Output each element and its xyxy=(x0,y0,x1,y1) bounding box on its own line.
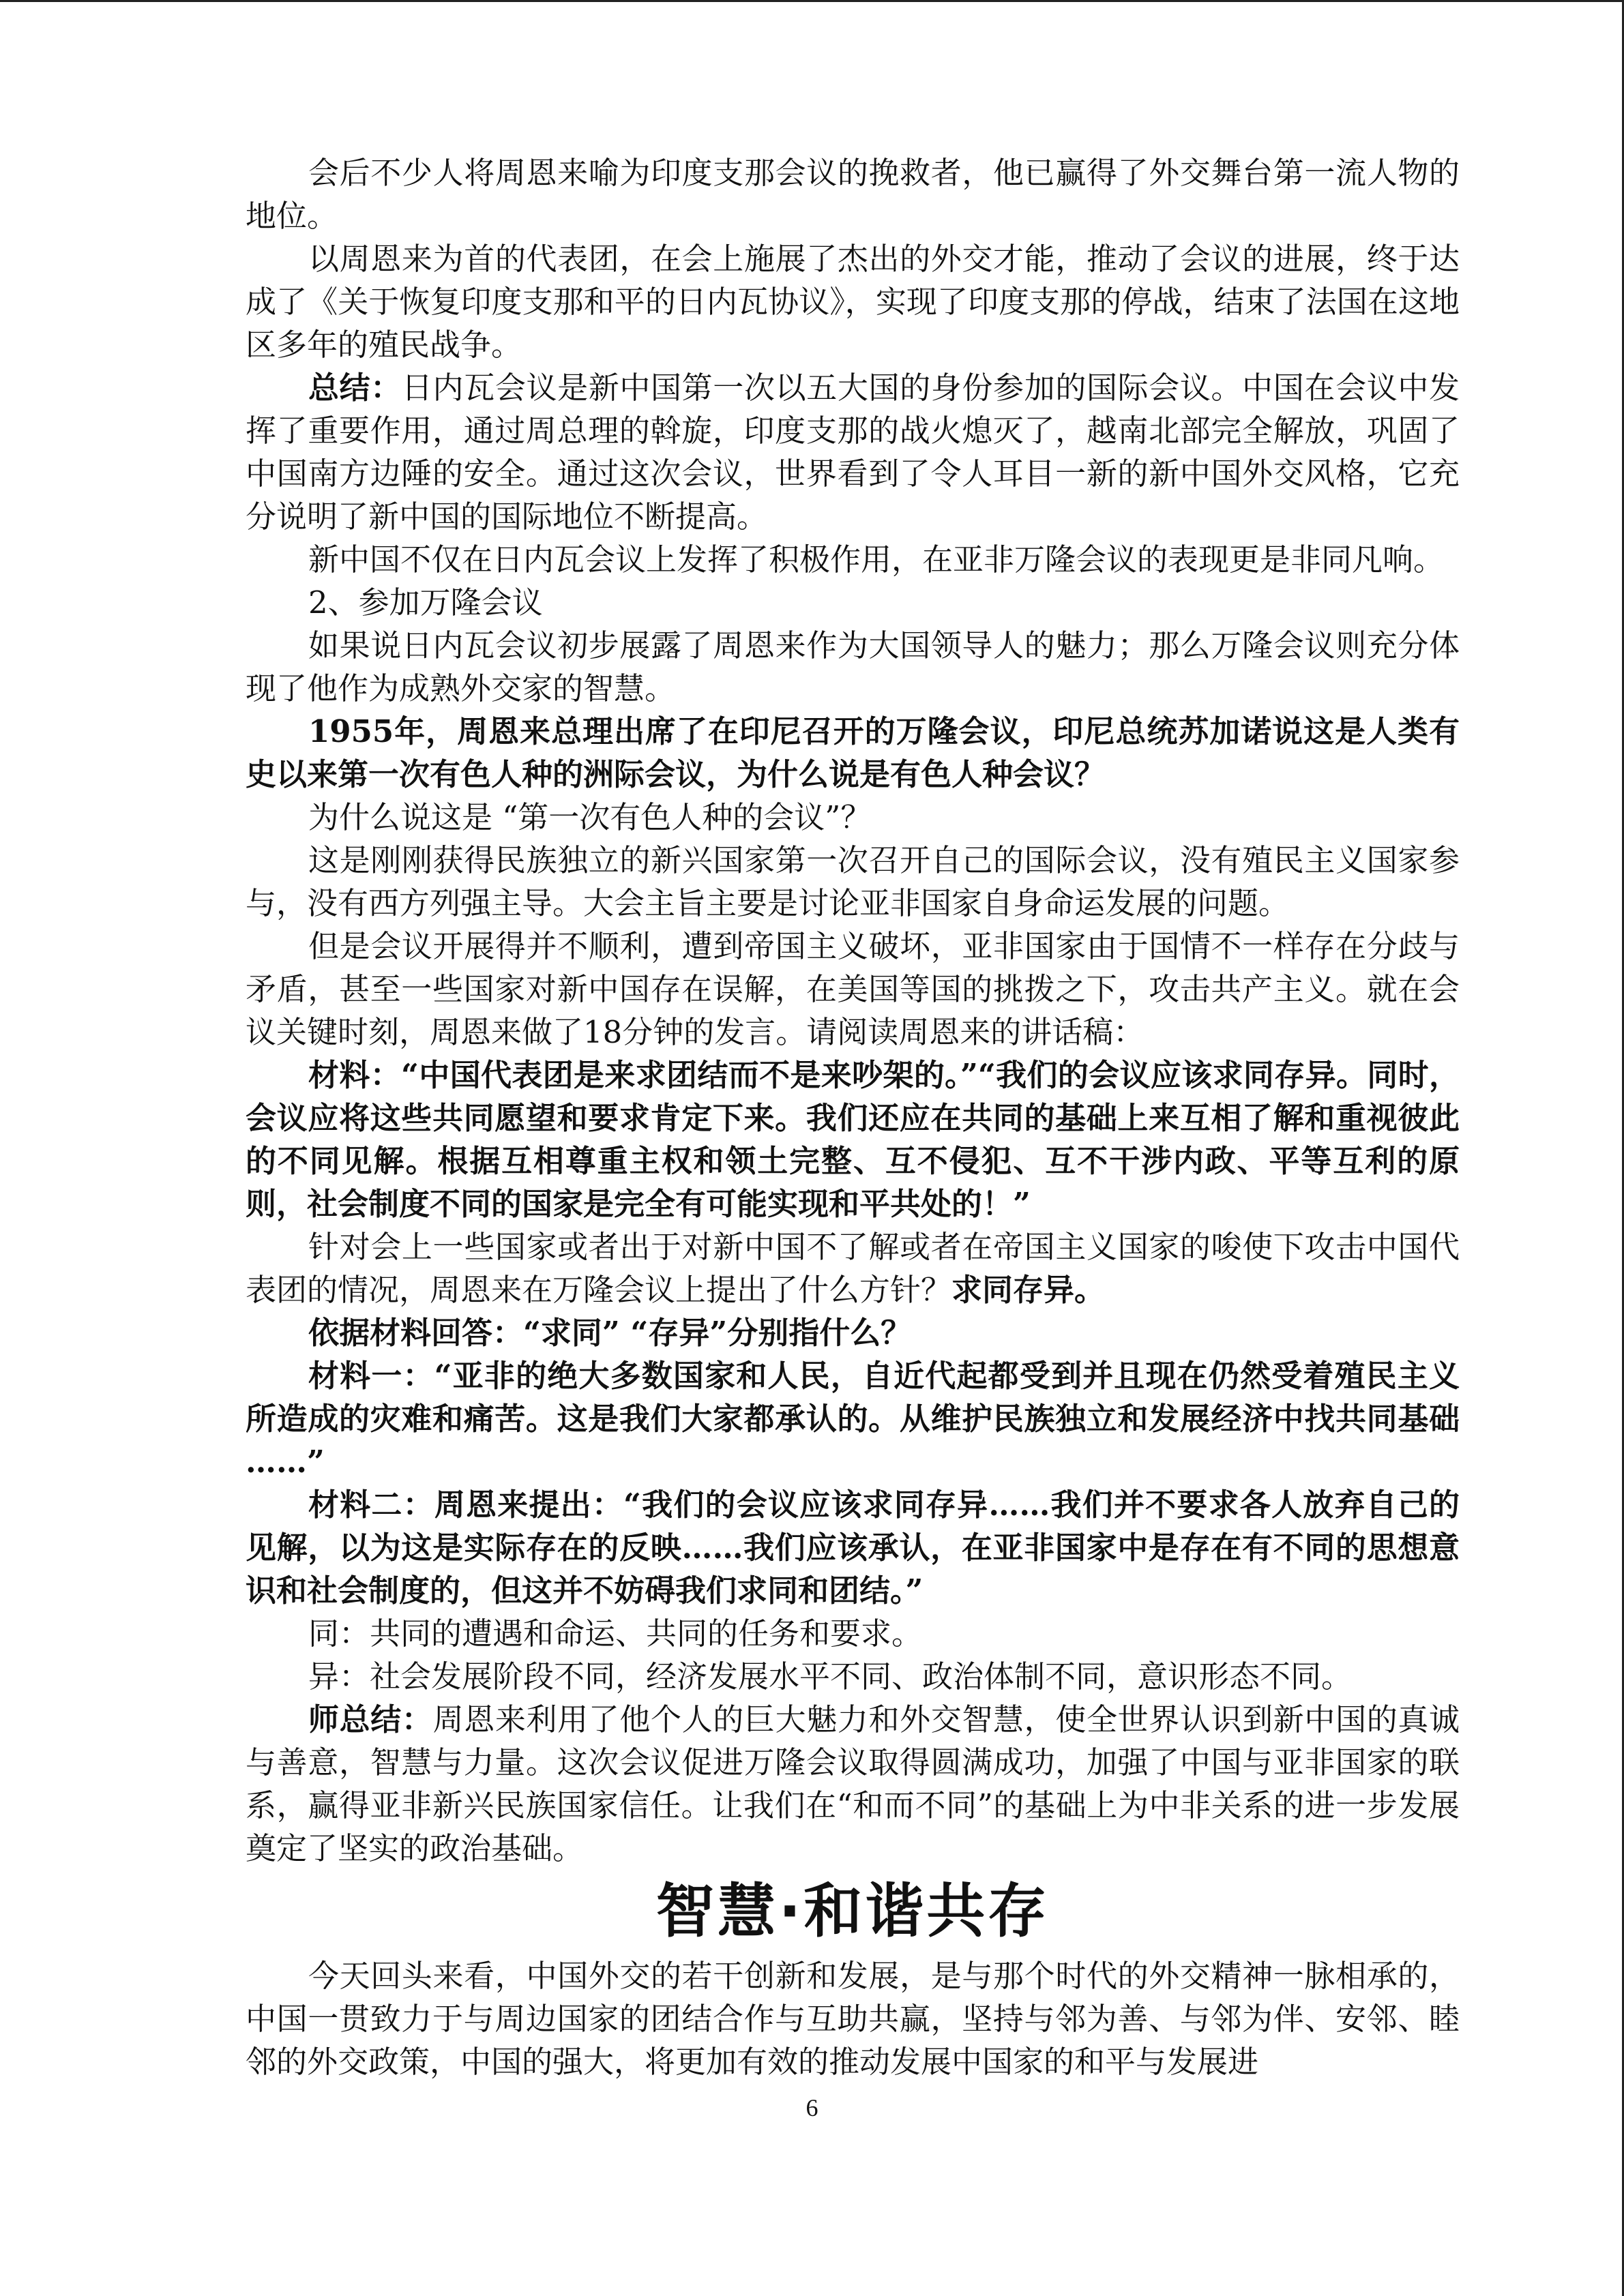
paragraph: 针对会上一些国家或者出于对新中国不了解或者在帝国主义国家的唆使下攻击中国代表团的情况，周恩来在万隆会议上提出了什么方针？求同存异。 xyxy=(246,1229,1460,1308)
page-number: 6 xyxy=(806,2094,818,2121)
material-quote: 材料二：周恩来提出：“我们的会议应该求同存异……我们并不要求各人放弃自己的见解，以为这是实际存在的反映……我们应该承认，在亚非国家中是存在有不同的思想意识和社会制度的，但这并不妨碍我们求同和团结。” xyxy=(246,1487,1460,1609)
paragraph: 会后不少人将周恩来喻为印度支那会议的挽救者，他已赢得了外交舞台第一流人物的地位。 xyxy=(246,155,1460,234)
section-title: 智慧·和谐共存 xyxy=(655,1877,1050,1945)
question-paragraph: 依据材料回答：“求同” “存异”分别指什么？ xyxy=(308,1315,912,1351)
paragraph: 如果说日内瓦会议初步展露了周恩来作为大国领导人的魅力；那么万隆会议则充分体现了他作为成熟外交家的智慧。 xyxy=(246,627,1460,706)
paragraph: 以周恩来为首的代表团，在会上施展了杰出的外交才能，推动了会议的进展，终于达成了《关于恢复印度支那和平的日内瓦协议》，实现了印度支那的停战，结束了法国在这地区多年的殖民战争。 xyxy=(246,241,1460,363)
closing-paragraph: 今天回头来看，中国外交的若干创新和发展，是与那个时代的外交精神一脉相承的，中国一贯致力于与周边国家的团结合作与互助共赢，坚持与邻为善、与邻为伴、安邻、睦邻的外交政策，中国的强大，将更加有效的推动发展中国家的和平与发展进 xyxy=(246,1958,1460,2080)
paragraph: 但是会议开展得并不顺利，遭到帝国主义破坏，亚非国家由于国情不一样存在分歧与矛盾，甚至一些国家对新中国存在误解，在美国等国的挑拨之下，攻击共产主义。就在会议关键时刻，周恩来做了18分钟的发言。请阅读周恩来的讲话稿： xyxy=(246,928,1460,1050)
paragraph: 新中国不仅在日内瓦会议上发挥了积极作用，在亚非万隆会议的表现更是非同凡响。 xyxy=(308,541,1445,578)
document-body xyxy=(246,151,1460,2083)
subheading: 2、参加万隆会议 xyxy=(308,584,543,621)
paragraph: 这是刚刚获得民族独立的新兴国家第一次召开自己的国际会议，没有殖民主义国家参与，没有西方列强主导。大会主旨主要是讨论亚非国家自身命运发展的问题。 xyxy=(246,842,1460,921)
material-quote: 材料：“中国代表团是来求团结而不是来吵架的。”“我们的会议应该求同存异。同时，会议应将这些共同愿望和要求肯定下来。我们还应在共同的基础上来互相了解和重视彼此的不同见解。根据互相尊重主权和领土完整、互不侵犯、互不干涉内政、平等互利的原则，社会制度不同的国家是完全有可能实现和平共处的！” xyxy=(246,1057,1460,1222)
summary-paragraph: 师总结：周恩来利用了他个人的巨大魅力和外交智慧，使全世界认识到新中国的真诚与善意，智慧与力量。这次会议促进万隆会议取得圆满成功，加强了中国与亚非国家的联系，赢得亚非新兴民族国家信任。让我们在“和而不同”的基础上为中非关系的进一步发展奠定了坚实的政治基础。 xyxy=(246,1701,1460,1866)
paragraph: 同：共同的遭遇和命运、共同的任务和要求。 xyxy=(308,1615,923,1652)
page-border-top xyxy=(0,0,1624,2)
paragraph: 异：社会发展阶段不同，经济发展水平不同、政治体制不同，意识形态不同。 xyxy=(308,1658,1353,1695)
material-quote: 材料一：“亚非的绝大多数国家和人民，自近代起都受到并且现在仍然受着殖民主义所造成的灾难和痛苦。这是我们大家都承认的。从维护民族独立和发展经济中找共同基础 ……” xyxy=(246,1358,1460,1480)
paragraph: 总结：日内瓦会议是新中国第一次以五大国的身份参加的国际会议。中国在会议中发挥了重要作用，通过周总理的斡旋，印度支那的战火熄灭了，越南北部完全解放，巩固了中国南方边陲的安全。通过这次会议，世界看到了令人耳目一新的新中国外交风格，它充分说明了新中国的国际地位不断提高。 xyxy=(246,370,1460,535)
paragraph: 为什么说这是 “第一次有色人种的会议”？ xyxy=(308,799,872,835)
question-paragraph: 1955年，周恩来总理出席了在印尼召开的万隆会议，印尼总统苏加诺说这是人类有史以来第一次有色人种的洲际会议，为什么说是有色人种会议？ xyxy=(246,713,1460,792)
